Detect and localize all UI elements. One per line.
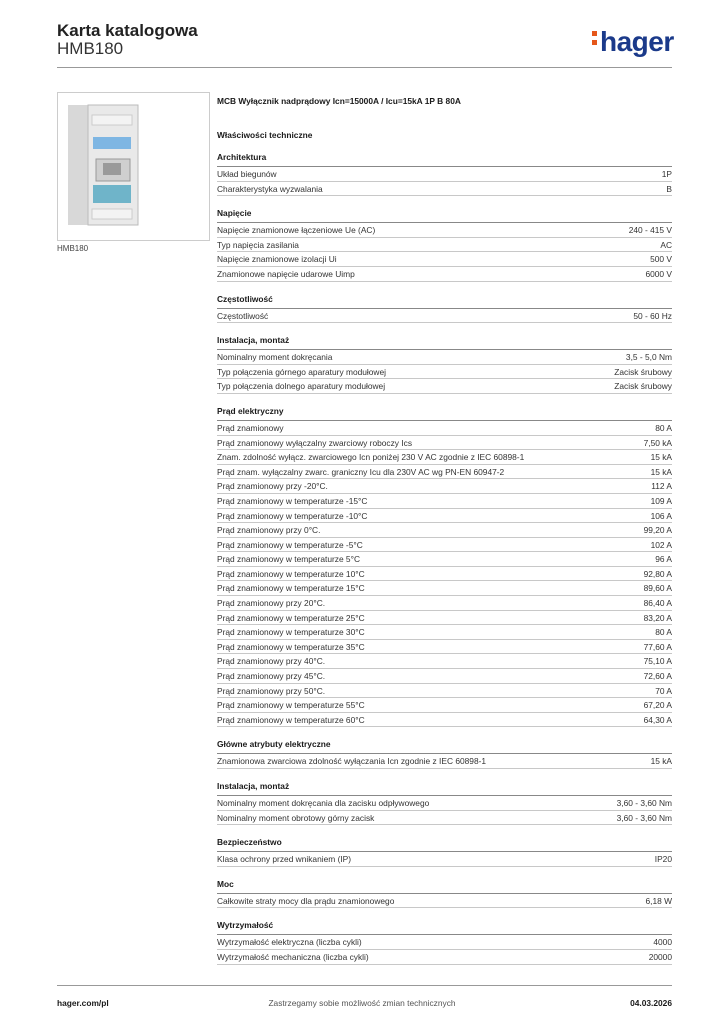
spec-label: Prąd znam. wyłączalny zwarc. graniczny Icu dla 230V AC wg PN-EN 60947-2 <box>217 466 505 477</box>
spec-row <box>217 567 672 582</box>
spec-row <box>217 654 672 669</box>
spec-value: 112 A <box>651 481 672 492</box>
spec-row <box>217 811 672 826</box>
spec-value: 6000 V <box>645 268 672 279</box>
spec-row <box>217 350 672 365</box>
section-title: Częstotliwość <box>217 294 672 309</box>
spec-value: 106 A <box>650 510 672 521</box>
spec-row <box>217 365 672 380</box>
spec-label: Prąd znamionowy w temperaturze 55°C <box>217 700 365 711</box>
spec-row <box>217 552 672 567</box>
spec-row <box>217 494 672 509</box>
spec-value: 15 kA <box>650 756 672 767</box>
spec-label: Typ napięcia zasilania <box>217 239 299 250</box>
product-image <box>57 92 210 241</box>
spec-value: B <box>666 183 672 194</box>
spec-label: Prąd znamionowy w temperaturze -15°C <box>217 495 368 506</box>
spec-value: IP20 <box>654 854 672 865</box>
spec-label: Prąd znamionowy wyłączalny zwarciowy roboczy Ics <box>217 437 413 448</box>
spec-value: 15 kA <box>650 452 672 463</box>
spec-value: 64,30 A <box>643 714 672 725</box>
spec-value: 15 kA <box>650 466 672 477</box>
spec-label: Prąd znamionowy w temperaturze 5°C <box>217 554 360 565</box>
spec-row <box>217 640 672 655</box>
spec-row <box>217 252 672 267</box>
spec-row <box>217 436 672 451</box>
logo-text: hager <box>600 26 674 57</box>
spec-row <box>217 950 672 965</box>
page-title: Karta katalogowa <box>57 21 198 40</box>
spec-label: Prąd znamionowy przy 0°C. <box>217 525 321 536</box>
spec-row <box>217 754 672 769</box>
spec-row <box>217 625 672 640</box>
spec-value: 3,5 - 5,0 Nm <box>625 352 672 363</box>
spec-row <box>217 309 672 324</box>
spec-value: 86,40 A <box>643 598 672 609</box>
product-code: HMB180 <box>57 39 124 58</box>
spec-section <box>217 920 672 964</box>
spec-section <box>217 294 672 324</box>
footer-website: hager.com/pl <box>57 998 109 1008</box>
hager-logo <box>592 26 674 58</box>
spec-label: Prąd znamionowy w temperaturze 10°C <box>217 568 365 579</box>
spec-label: Prąd znamionowy przy 45°C. <box>217 671 326 682</box>
spec-value: 75,10 A <box>643 656 672 667</box>
spec-row <box>217 379 672 394</box>
footer-divider <box>57 985 672 986</box>
header-divider <box>57 67 672 68</box>
spec-row <box>217 935 672 950</box>
spec-section <box>217 837 672 867</box>
spec-label: Znam. zdolność wyłącz. zwarciowego Icn poniżej 230 V AC zgodnie z IEC 60898-1 <box>217 452 525 463</box>
spec-section <box>217 781 672 825</box>
spec-row <box>217 611 672 626</box>
properties-heading: Właściwości techniczne <box>217 130 313 140</box>
spec-label: Prąd znamionowy w temperaturze -5°C <box>217 539 363 550</box>
spec-value: 6,18 W <box>645 895 672 906</box>
spec-section <box>217 739 672 769</box>
spec-row <box>217 796 672 811</box>
spec-label: Prąd znamionowy przy -20°C. <box>217 481 328 492</box>
spec-row <box>217 581 672 596</box>
section-title: Prąd elektryczny <box>217 406 672 421</box>
section-title: Instalacja, montaż <box>217 335 672 350</box>
spec-label: Znamionowa zwarciowa zdolność wyłączania Icn zgodnie z IEC 60898-1 <box>217 756 487 767</box>
spec-value: Zacisk śrubowy <box>614 366 672 377</box>
spec-value: 80 A <box>655 627 672 638</box>
spec-value: 3,60 - 3,60 Nm <box>616 798 672 808</box>
section-title: Napięcie <box>217 208 672 223</box>
section-title: Bezpieczeństwo <box>217 837 672 852</box>
spec-row <box>217 538 672 553</box>
spec-row <box>217 238 672 253</box>
spec-value: 89,60 A <box>643 583 672 594</box>
spec-value: Zacisk śrubowy <box>614 381 672 392</box>
spec-label: Nominalny moment dokręcania <box>217 352 333 363</box>
logo-dots-icon <box>592 27 598 49</box>
spec-value: 500 V <box>650 254 672 265</box>
spec-row <box>217 523 672 538</box>
spec-value: 77,60 A <box>643 641 672 652</box>
spec-value: 20000 <box>648 951 672 962</box>
spec-value: 1P <box>661 169 672 179</box>
spec-value: 96 A <box>655 554 672 565</box>
spec-section <box>217 335 672 394</box>
spec-row <box>217 713 672 728</box>
spec-section <box>217 208 672 281</box>
spec-row <box>217 684 672 699</box>
spec-value: 72,60 A <box>643 671 672 682</box>
section-title: Wytrzymałość <box>217 920 672 935</box>
spec-row <box>217 167 672 182</box>
spec-row <box>217 182 672 197</box>
spec-label: Prąd znamionowy przy 20°C. <box>217 598 326 609</box>
section-title: Architektura <box>217 152 672 167</box>
spec-row <box>217 894 672 909</box>
spec-label: Typ połączenia dolnego aparatury modułowej <box>217 381 386 392</box>
spec-label: Wytrzymałość elektryczna (liczba cykli) <box>217 937 362 948</box>
section-title: Instalacja, montaż <box>217 781 672 796</box>
footer-notice: Zastrzegamy sobie możliwość zmian technicznych <box>268 998 456 1008</box>
spec-row <box>217 465 672 480</box>
spec-label: Nominalny moment obrotowy górny zacisk <box>217 812 375 823</box>
spec-label: Prąd znamionowy w temperaturze 30°C <box>217 627 365 638</box>
spec-label: Klasa ochrony przed wnikaniem (IP) <box>217 854 352 865</box>
spec-label: Prąd znamionowy przy 50°C. <box>217 685 326 696</box>
spec-label: Typ połączenia górnego aparatury modułowej <box>217 366 386 377</box>
spec-row <box>217 479 672 494</box>
spec-value: 80 A <box>655 422 672 433</box>
spec-row <box>217 509 672 524</box>
spec-section <box>217 152 672 196</box>
spec-label: Prąd znamionowy w temperaturze 15°C <box>217 583 365 594</box>
spec-row <box>217 421 672 436</box>
spec-value: 7,50 kA <box>643 437 672 448</box>
spec-label: Prąd znamionowy w temperaturze -10°C <box>217 510 368 521</box>
spec-label: Znamionowe napięcie udarowe Uimp <box>217 268 355 279</box>
spec-label: Prąd znamionowy przy 40°C. <box>217 656 326 667</box>
spec-value: 4000 <box>653 937 672 948</box>
spec-value: 109 A <box>650 495 672 506</box>
spec-label: Częstotliwość <box>217 310 269 321</box>
spec-row <box>217 267 672 282</box>
spec-row <box>217 698 672 713</box>
spec-label: Układ biegunów <box>217 169 277 179</box>
spec-label: Prąd znamionowy <box>217 422 284 433</box>
spec-row <box>217 223 672 238</box>
spec-label: Prąd znamionowy w temperaturze 60°C <box>217 714 365 725</box>
spec-value: 70 A <box>655 685 672 696</box>
spec-label: Wytrzymałość mechaniczna (liczba cykli) <box>217 951 369 962</box>
spec-value: 92,80 A <box>643 568 672 579</box>
spec-label: Napięcie znamionowe izolacji Ui <box>217 254 337 265</box>
spec-value: 67,20 A <box>643 700 672 711</box>
spec-value: 3,60 - 3,60 Nm <box>616 812 672 823</box>
section-title: Moc <box>217 879 672 894</box>
section-title: Główne atrybuty elektryczne <box>217 739 672 754</box>
spec-row <box>217 852 672 867</box>
spec-value: 102 A <box>650 539 672 550</box>
spec-value: 50 - 60 Hz <box>633 310 672 321</box>
spec-label: Całkowite straty mocy dla prądu znamionowego <box>217 895 395 906</box>
spec-section <box>217 879 672 909</box>
spec-label: Prąd znamionowy w temperaturze 25°C <box>217 612 365 623</box>
spec-label: Prąd znamionowy w temperaturze 35°C <box>217 641 365 652</box>
spec-value: 240 - 415 V <box>628 225 672 236</box>
circuit-breaker-icon <box>58 93 209 240</box>
spec-section <box>217 406 672 727</box>
spec-table <box>217 152 672 977</box>
spec-row <box>217 596 672 611</box>
spec-value: AC <box>660 239 672 250</box>
spec-row <box>217 669 672 684</box>
spec-row <box>217 450 672 465</box>
spec-label: Charakterystyka wyzwalania <box>217 183 323 194</box>
spec-value: 99,20 A <box>643 525 672 536</box>
spec-label: Nominalny moment dokręcania dla zacisku odpływowego <box>217 798 430 808</box>
footer-date: 04.03.2026 <box>630 998 672 1008</box>
spec-value: 83,20 A <box>643 612 672 623</box>
image-caption: HMB180 <box>57 244 89 253</box>
spec-label: Napięcie znamionowe łączeniowe Ue (AC) <box>217 225 376 236</box>
product-title: MCB Wyłącznik nadprądowy Icn=15000A / Icu=15kA 1P B 80A <box>217 96 461 106</box>
